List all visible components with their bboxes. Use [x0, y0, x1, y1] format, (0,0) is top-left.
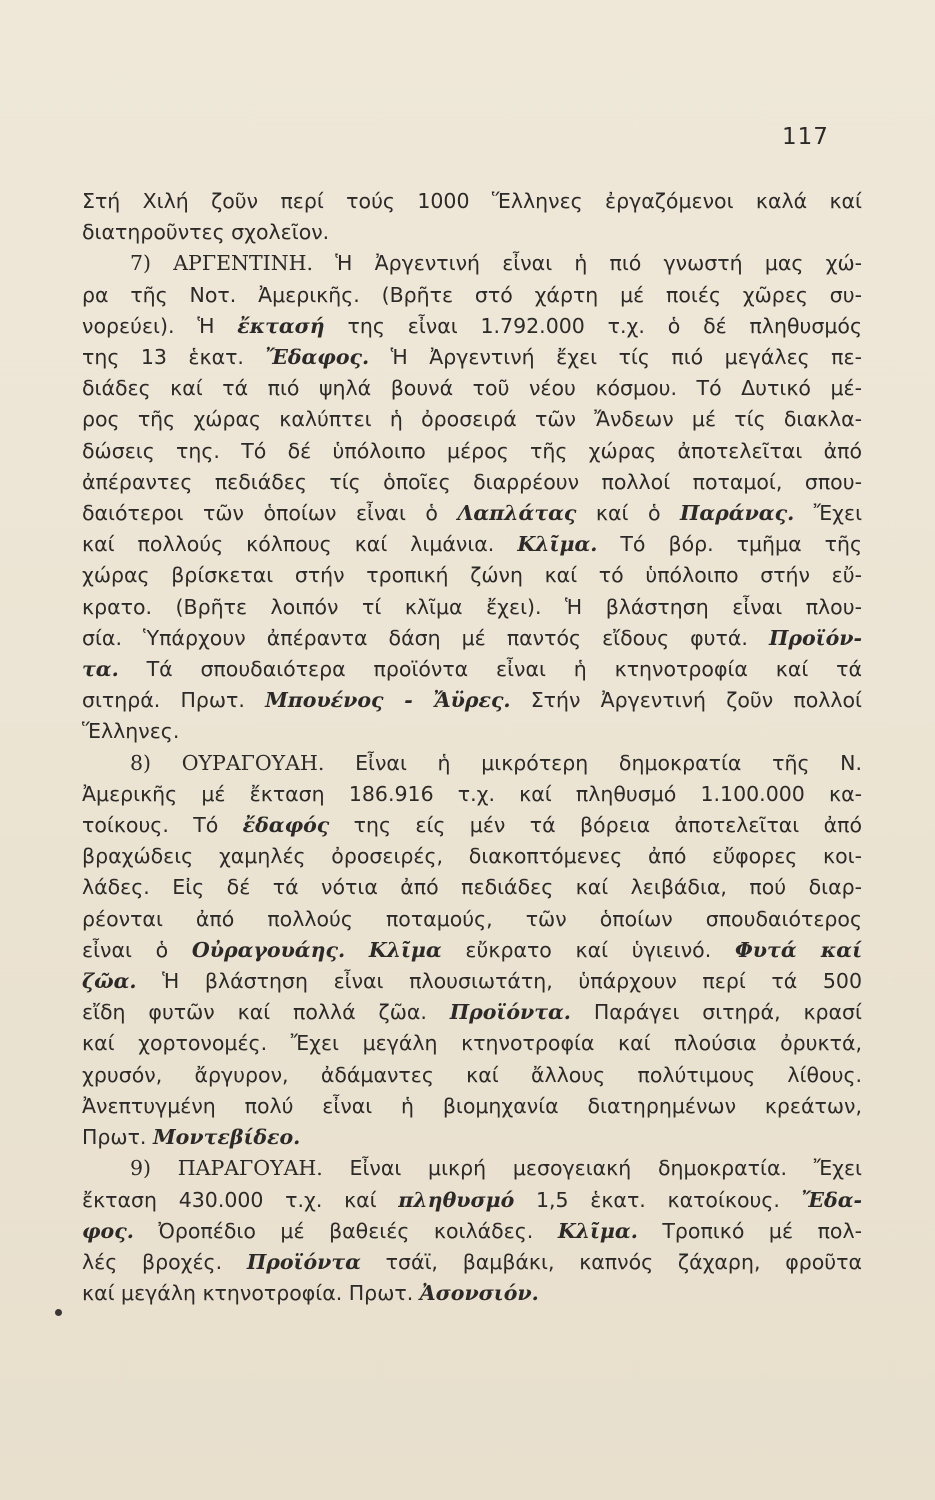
- text-line: [82, 436, 862, 467]
- text-run: [345, 938, 369, 962]
- text-run: ρα τῆς Νοτ. Ἀμερικῆς. (Βρῆτε στό χάρτη μέ ποιές χῶρες συ-: [82, 282, 862, 307]
- text-run: διατηροῦντες σχολεῖον.: [82, 220, 330, 245]
- emphasis-text: ἔδαφός: [242, 813, 330, 838]
- text-line: [82, 748, 862, 779]
- text-line: [82, 1247, 862, 1278]
- text-run: Τροπικό μέ πολ-: [637, 1218, 862, 1243]
- text-run: καί ὁ: [576, 501, 681, 526]
- section-heading: ΟΥΡΑΓΟΥΑΗ.: [181, 750, 325, 775]
- text-run: διάδες καί τά πιό ψηλά βουνά τοῦ νέου κόσμου. Τό Δυτικό μέ-: [82, 376, 862, 401]
- text-line: [82, 404, 862, 435]
- text-line: [82, 248, 862, 279]
- text-run: χρυσόν, ἄργυρον, ἀδάμαντες καί ἄλλους πολύτιμους λίθους.: [82, 1062, 862, 1087]
- text-line: [82, 467, 862, 498]
- text-line: [82, 529, 862, 560]
- text-run: ρέονται ἀπό πολλούς ποταμούς, τῶν ὁποίων σπουδαιότερος: [82, 906, 862, 931]
- text-line: [82, 592, 862, 623]
- emphasis-text: Ἀσονσιόν.: [419, 1281, 539, 1306]
- emphasis-text: ἔκτασή: [237, 313, 325, 338]
- text-run: Ἡ Ἀργεντινή εἶναι ἡ πιό γνωστή μας χώ-: [313, 251, 863, 276]
- text-run: καί πολλούς κόλπους καί λιμάνια.: [82, 532, 518, 557]
- text-line: [82, 342, 862, 373]
- emphasis-text: Ἔδα-: [801, 1187, 863, 1212]
- text-run: καί μεγάλη κτηνοτροφία. Πρωτ.: [82, 1281, 420, 1306]
- emphasis-text: φος.: [82, 1218, 134, 1243]
- margin-dot-mark: [55, 1309, 62, 1316]
- section-heading: 9): [130, 1156, 178, 1181]
- text-line: [82, 560, 862, 591]
- page-number: 117: [782, 124, 829, 150]
- text-run: λές βροχές.: [82, 1249, 247, 1274]
- text-run: Στήν Ἀργεντινή ζοῦν πολλοί: [510, 688, 862, 713]
- text-run: νορεύει). Ἡ: [82, 313, 238, 338]
- text-line: [82, 1153, 862, 1184]
- text-run: της 13 ἑκατ.: [82, 345, 266, 370]
- text-run: Παράγει σιτηρά, κρασί: [570, 1000, 862, 1025]
- text-line: [82, 1278, 862, 1309]
- emphasis-text: Μπουένος - Ἄϋρες.: [265, 688, 511, 713]
- text-line: [82, 1028, 862, 1059]
- text-line: [82, 373, 862, 404]
- text-run: δαιότεροι τῶν ὁποίων εἶναι ὁ: [82, 501, 458, 526]
- text-line: [82, 498, 862, 529]
- emphasis-text: Κλῖμα.: [557, 1218, 638, 1243]
- text-run: της είς μέν τά βόρεια ἀποτελεῖται ἀπό: [329, 813, 862, 838]
- section-heading: 7): [130, 251, 174, 276]
- text-line: [82, 280, 862, 311]
- section-heading: 8): [130, 750, 182, 775]
- text-run: εὔκρατο καί ὑγιεινό.: [441, 937, 735, 962]
- text-run: κρατο. (Βρῆτε λοιπόν τί κλῖμα ἔχει). Ἡ βλάστηση εἶναι πλου-: [82, 594, 862, 619]
- text-line: [82, 1216, 862, 1247]
- text-line: [82, 904, 862, 935]
- emphasis-text: Κλῖμα: [368, 937, 442, 962]
- text-line: [82, 1060, 862, 1091]
- text-line: [82, 997, 862, 1028]
- text-run: σία. Ὑπάρχουν ἀπέραντα δάση μέ παντός εἴδους φυτά.: [82, 625, 769, 650]
- text-run: Τό βόρ. τμῆμα τῆς: [597, 532, 862, 557]
- text-run: Στή Χιλή ζοῦν περί τούς 1000 Ἕλληνες ἐργαζόμενοι καλά καί: [82, 189, 862, 213]
- text-run: Ἀμερικῆς μέ ἔκταση 186.916 τ.χ. καί πληθυσμό 1.100.000 κα-: [82, 781, 862, 806]
- text-run: Ἕλληνες.: [82, 719, 180, 744]
- text-run: Ἡ Ἀργεντινή ἔχει τίς πιό μεγάλες πε-: [369, 345, 862, 370]
- text-run: εἶναι ὁ: [82, 937, 192, 962]
- text-run: τοίκους. Τό: [82, 813, 243, 838]
- text-line: [82, 716, 862, 747]
- text-run: χώρας βρίσκεται στήν τροπική ζώνη καί τό ὑπόλοιπο στήν εὔ-: [82, 563, 862, 588]
- text-run: ἔκταση 430.000 τ.χ. καί: [82, 1187, 399, 1212]
- text-run: Πρωτ.: [82, 1125, 153, 1150]
- body-text: [82, 186, 862, 1309]
- emphasis-text: Προϊόντα.: [449, 1000, 571, 1025]
- text-line: [82, 217, 862, 248]
- emphasis-text: Κλῖμα.: [517, 532, 598, 557]
- text-line: [82, 1122, 862, 1153]
- text-run: Εἶναι ἡ μικρότερη δημοκρατία τῆς Ν.: [324, 750, 862, 775]
- emphasis-text: Παράνας.: [680, 501, 795, 526]
- text-run: Ὀροπέδιο μέ βαθειές κοιλάδες.: [133, 1218, 558, 1243]
- text-run: καί χορτονομές. Ἔχει μεγάλη κτηνοτροφία καί πλούσια ὀρυκτά,: [82, 1031, 862, 1056]
- text-line: [82, 186, 862, 217]
- text-line: [82, 841, 862, 872]
- text-run: ἀπέραντες πεδιάδες τίς ὁποῖες διαρρέουν πολλοί ποταμοί, σπου-: [82, 469, 862, 494]
- text-run: δώσεις της. Τό δέ ὑπόλοιπο μέρος τῆς χώρας ἀποτελεῖται ἀπό: [82, 438, 862, 463]
- text-line: [82, 685, 862, 716]
- text-line: [82, 1185, 862, 1216]
- text-run: Ἀνεπτυγμένη πολύ εἶναι ἡ βιομηχανία διατηρημένων κρεάτων,: [82, 1093, 862, 1118]
- emphasis-text: Λαπλάτας: [457, 501, 577, 526]
- text-run: βραχώδεις χαμηλές ὀροσειρές, διακοπτόμενες ἀπό εὔφορες κοι-: [82, 844, 862, 869]
- section-heading: ΑΡΓΕΝΤΙΝΗ.: [173, 251, 314, 276]
- text-run: Ἔχει: [794, 501, 863, 526]
- text-run: τσάϊ, βαμβάκι, καπνός ζάχαρη, φροῦτα: [360, 1249, 862, 1274]
- text-run: εἴδη φυτῶν καί πολλά ζῶα.: [82, 1000, 450, 1025]
- text-run: Ἡ βλάστηση εἶναι πλουσιωτάτη, ὑπάρχουν περί τά 500: [136, 969, 862, 994]
- text-run: λάδες. Εἰς δέ τά νότια ἀπό πεδιάδες καί λειβάδια, πού διαρ-: [82, 875, 862, 900]
- emphasis-text: Φυτά καί: [734, 937, 862, 962]
- text-run: σιτηρά. Πρωτ.: [82, 688, 266, 713]
- emphasis-text: Ἔδαφος.: [265, 345, 370, 370]
- text-line: [82, 623, 862, 654]
- text-run: Τά σπουδαιότερα προϊόντα εἶναι ἡ κτηνοτροφία καί τά: [118, 657, 862, 682]
- text-run: Εἶναι μικρή μεσογειακή δημοκρατία. Ἔχει: [322, 1156, 862, 1181]
- emphasis-text: πληθυσμό: [398, 1187, 515, 1212]
- text-line: [82, 1091, 862, 1122]
- text-run: ρος τῆς χώρας καλύπτει ἡ ὀροσειρά τῶν Ἄνδεων μέ τίς διακλα-: [82, 407, 862, 432]
- text-line: [82, 779, 862, 810]
- emphasis-text: Οὐραγουάης.: [191, 937, 346, 962]
- text-run: 1,5 ἑκατ. κατοίκους.: [514, 1187, 802, 1212]
- emphasis-text: ζῶα.: [82, 969, 137, 994]
- emphasis-text: Προϊόν-: [768, 625, 862, 650]
- text-run: της εἶναι 1.792.000 τ.χ. ὁ δέ πληθυσμός: [324, 313, 863, 338]
- emphasis-text: Προϊόντα: [246, 1249, 361, 1274]
- text-line: [82, 311, 862, 342]
- emphasis-text: τα.: [82, 657, 119, 682]
- text-line: [82, 872, 862, 903]
- text-line: [82, 966, 862, 997]
- emphasis-text: Μοντεβίδεο.: [152, 1125, 301, 1150]
- text-line: [82, 810, 862, 841]
- text-line: [82, 935, 862, 966]
- section-heading: ΠΑΡΑΓΟΥΑΗ.: [177, 1156, 323, 1181]
- text-line: [82, 654, 862, 685]
